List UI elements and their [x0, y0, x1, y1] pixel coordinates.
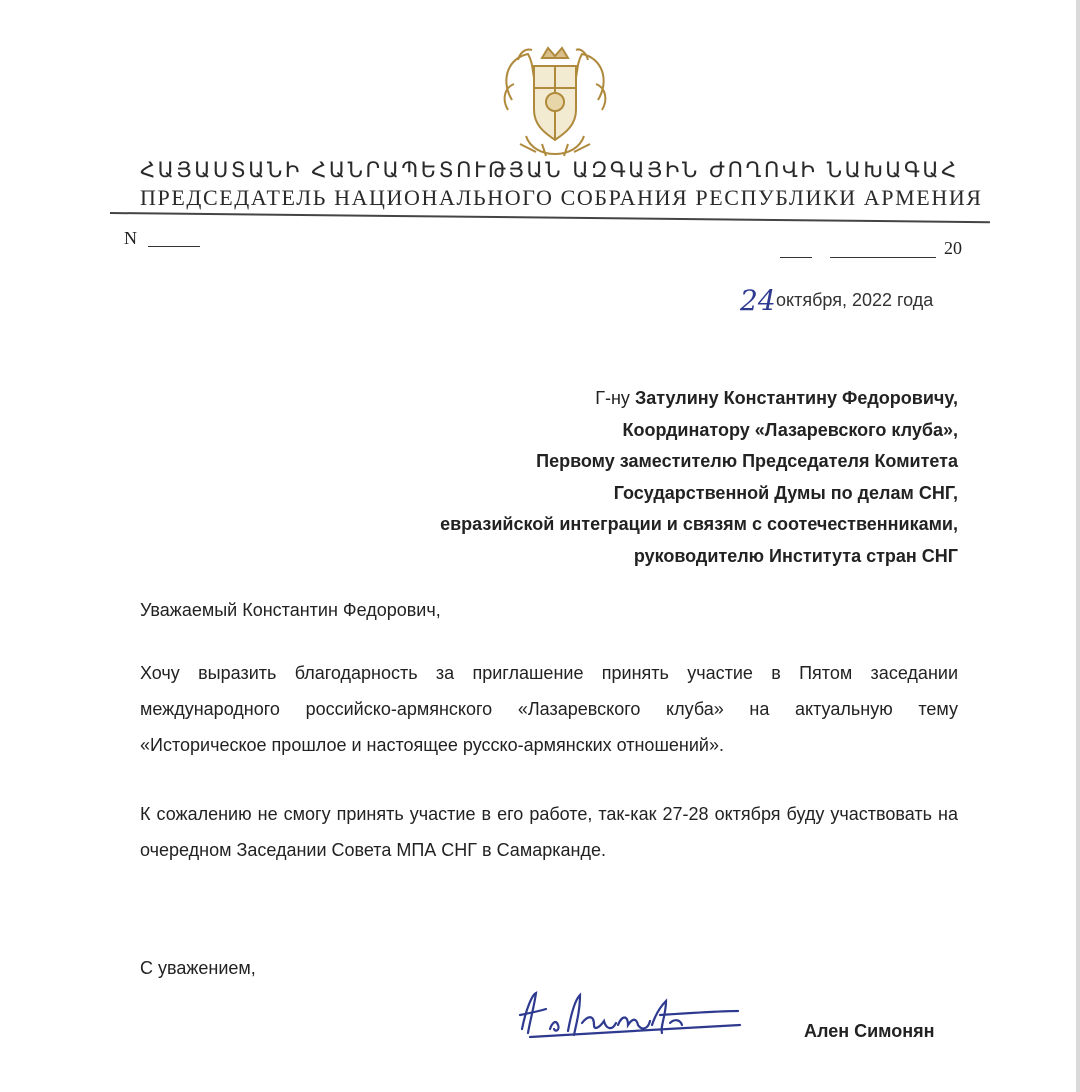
signer-name: Ален Симонян	[804, 1021, 935, 1041]
addressee-line-5: евразийской интеграции и связям с соотечественниками,	[440, 514, 958, 534]
addressee-line-2: Координатору «Лазаревского клуба»,	[622, 419, 958, 440]
document-number-label: N	[124, 228, 137, 248]
addressee-line-6: руководителю Института стран СНГ	[633, 545, 958, 566]
date-year-prefix: 20	[944, 238, 962, 258]
armenian-letterhead-title: ՀԱՅԱՍՏԱՆԻ ՀԱՆՐԱՊԵՏՈՒԹՅԱՆ ԱԶԳԱՅԻՆ ԺՈՂՈՎԻ ՆԱԽԱԳԱՀ	[140, 158, 959, 182]
coat-of-arms-emblem	[490, 40, 620, 160]
date-month-blank	[830, 257, 936, 258]
russian-letterhead-title: ПРЕДСЕДАТЕЛЬ НАЦИОНАЛЬНОГО СОБРАНИЯ РЕСПУБЛИКИ АРМЕНИЯ	[140, 185, 983, 210]
addressee-line-4: Государственной Думы по делам СНГ,	[613, 482, 958, 503]
addressee-block	[300, 383, 958, 572]
addressee-name: Затулину Константину Федоровичу,	[634, 388, 958, 408]
document-number-blank	[148, 246, 200, 247]
addressee-prefix: Г-ну	[595, 388, 635, 408]
body-paragraph-1: Хочу выразить благодарность за приглашение принять участие в Пятом заседании международного российско-армянского «Лазаревского клуба» на актуальную тему «Историческое прошлое и настоящее русско-армянских отношений».	[140, 663, 958, 755]
addressee-line-1	[300, 383, 958, 415]
handwritten-signature	[510, 985, 750, 1045]
handwritten-date-day: 24	[740, 284, 776, 317]
body-paragraph-2: К сожалению не смогу принять участие в его работе, так-как 27-28 октября буду участвовать на очередном Заседании Совета МПА СНГ в Самарканде.	[140, 804, 958, 860]
date-day-blank	[780, 257, 812, 258]
addressee-line-3: Первому заместителю Председателя Комитета	[536, 451, 958, 471]
closing-phrase: С уважением,	[140, 958, 256, 978]
letterhead-divider	[110, 212, 990, 223]
printed-date: октября, 2022 года	[776, 290, 934, 310]
salutation: Уважаемый Константин Федорович,	[140, 600, 441, 620]
page-edge-shadow	[1076, 0, 1080, 1092]
